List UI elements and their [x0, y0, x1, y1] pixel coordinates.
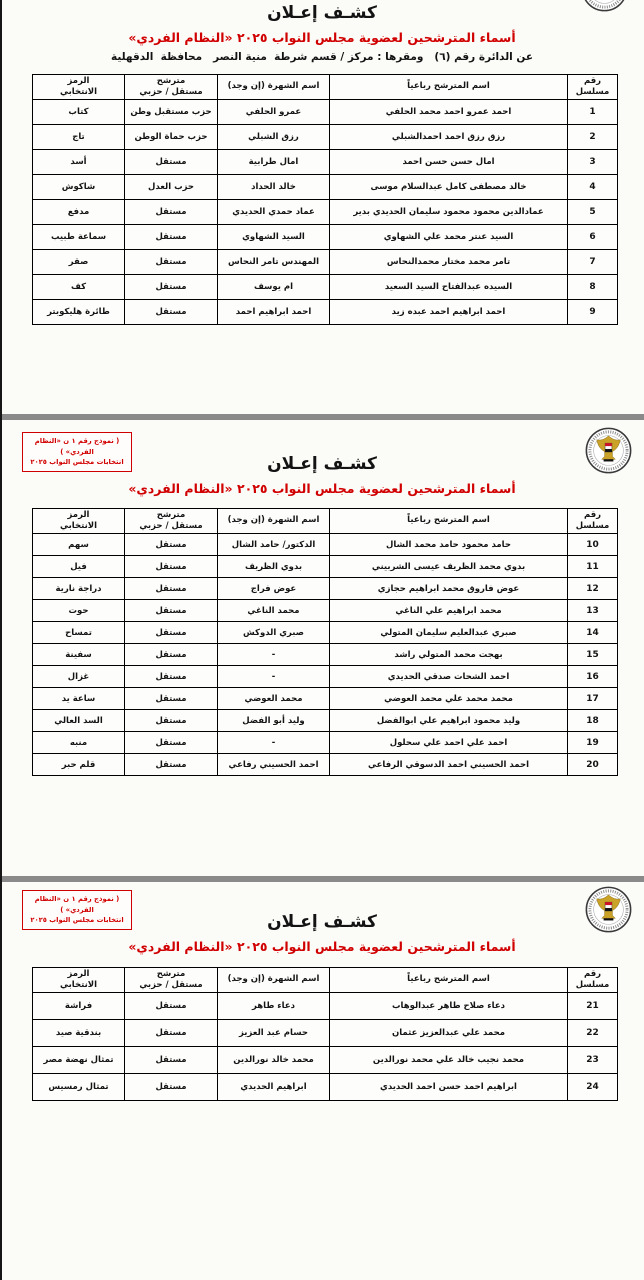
cell-symbol: السد العالي [33, 710, 125, 732]
cell-party: مستقل [125, 710, 218, 732]
cell-shohra: امال طرابية [218, 150, 330, 175]
cell-shohra: عماد حمدي الحديدي [218, 200, 330, 225]
cell-party: مستقل [125, 578, 218, 600]
cell-party: مستقل [125, 1074, 218, 1101]
cell-shohra: احمد ابراهيم احمد [218, 300, 330, 325]
cell-name: احمد ابراهيم احمد عبده زيد [330, 300, 568, 325]
header-serial: رقم مسلسل [568, 509, 618, 534]
district-line: عن الدائرة رقم (٦) ومقرها : مركز / قسم شرطة منية النصر محافظة الدقهلية [110, 51, 534, 63]
candidates-table [32, 508, 618, 776]
cell-num: 2 [568, 125, 618, 150]
cell-name: محمد نجيب خالد علي محمد نورالدين [330, 1047, 568, 1074]
table-row [33, 688, 618, 710]
table-row [33, 300, 618, 325]
cell-symbol: فراشة [33, 993, 125, 1020]
cell-symbol: تمثال نهضة مصر [33, 1047, 125, 1074]
cell-symbol: تاج [33, 125, 125, 150]
cell-symbol: منبه [33, 732, 125, 754]
form-number-box [22, 432, 132, 472]
candidates-table [32, 967, 618, 1101]
cell-num: 24 [568, 1074, 618, 1101]
cell-party: مستقل [125, 200, 218, 225]
form-number-box [22, 890, 132, 930]
table-row [33, 993, 618, 1020]
header-symbol: الرمز الانتخابي [33, 968, 125, 993]
cell-party: مستقل [125, 622, 218, 644]
cell-shohra: خالد الحداد [218, 175, 330, 200]
table-row [33, 600, 618, 622]
eagle-emblem-icon [585, 886, 632, 933]
header-symbol: الرمز الانتخابي [33, 75, 125, 100]
cell-party: مستقل [125, 644, 218, 666]
cell-symbol: تمثال رمسيس [33, 1074, 125, 1101]
cell-symbol: كتاب [33, 100, 125, 125]
table-row [33, 250, 618, 275]
cell-num: 19 [568, 732, 618, 754]
cell-party: حزب حماة الوطن [125, 125, 218, 150]
header-row [33, 75, 618, 100]
cell-name: عمادالدين محمود محمود سليمان الحديدي بدير [330, 200, 568, 225]
header-serial: رقم مسلسل [568, 75, 618, 100]
cell-name: السيد عنتر محمد علي الشهاوي [330, 225, 568, 250]
cell-name: احمد الحسيني احمد الدسوقي الرفاعي [330, 754, 568, 776]
cell-symbol: طائرة هليكوبتر [33, 300, 125, 325]
scan-edge-line [0, 0, 2, 1280]
table-row [33, 534, 618, 556]
cell-party: مستقل [125, 1020, 218, 1047]
page-3 [0, 882, 644, 1280]
candidates-subtitle: أسماء المترشحين لعضوية مجلس النواب ٢٠٢٥ «النظام الفردي» [128, 939, 516, 954]
cell-num: 7 [568, 250, 618, 275]
cell-name: احمد عمرو احمد محمد الحلفي [330, 100, 568, 125]
header-symbol: الرمز الانتخابي [33, 509, 125, 534]
cell-party: حزب مستقبل وطن [125, 100, 218, 125]
form-box-line1: ( نموذج رقم ١ ن «النظام الفردي» ) [34, 895, 120, 914]
cell-num: 12 [568, 578, 618, 600]
cell-num: 11 [568, 556, 618, 578]
cell-shohra: - [218, 732, 330, 754]
cell-shohra: الدكتور/ حامد الشال [218, 534, 330, 556]
cell-symbol: حوت [33, 600, 125, 622]
header-serial: رقم مسلسل [568, 968, 618, 993]
cell-shohra: محمد الناغي [218, 600, 330, 622]
page-1 [0, 0, 644, 414]
cell-num: 16 [568, 666, 618, 688]
cell-num: 18 [568, 710, 618, 732]
cell-party: حزب العدل [125, 175, 218, 200]
cell-num: 14 [568, 622, 618, 644]
cell-num: 4 [568, 175, 618, 200]
cell-num: 9 [568, 300, 618, 325]
cell-num: 6 [568, 225, 618, 250]
cell-name: ابراهيم احمد حسن احمد الحديدي [330, 1074, 568, 1101]
header-full-name: اسم المترشح رباعياً [330, 509, 568, 534]
eagle-emblem-icon [581, 0, 628, 12]
page-title: كشـف إعـلان [267, 3, 377, 23]
cell-symbol: فيل [33, 556, 125, 578]
cell-symbol: مدفع [33, 200, 125, 225]
page-title: كشـف إعـلان [267, 912, 377, 932]
cell-party: مستقل [125, 666, 218, 688]
cell-symbol: دراجة نارية [33, 578, 125, 600]
cell-name: بهجت محمد المتولي راشد [330, 644, 568, 666]
cell-shohra: ام يوسف [218, 275, 330, 300]
cell-shohra: رزق الشبلي [218, 125, 330, 150]
cell-num: 22 [568, 1020, 618, 1047]
form-box-line2: انتخابات مجلس النواب ٢٠٢٥ [30, 916, 124, 925]
cell-party: مستقل [125, 600, 218, 622]
elections-authority-emblem [585, 886, 632, 933]
cell-shohra: بدوي الظريف [218, 556, 330, 578]
table-row [33, 666, 618, 688]
table-row [33, 578, 618, 600]
header-party: مترشح مستقل / حزبي [125, 75, 218, 100]
elections-authority-emblem [585, 427, 632, 474]
cell-symbol: بندقية صيد [33, 1020, 125, 1047]
table-row [33, 275, 618, 300]
cell-name: تامر محمد مختار محمدالنحاس [330, 250, 568, 275]
table-row [33, 200, 618, 225]
cell-symbol: تمساح [33, 622, 125, 644]
cell-party: مستقل [125, 150, 218, 175]
cell-symbol: كف [33, 275, 125, 300]
page-2 [0, 420, 644, 876]
cell-num: 15 [568, 644, 618, 666]
cell-symbol: سماعة طبيب [33, 225, 125, 250]
cell-num: 23 [568, 1047, 618, 1074]
header-full-name: اسم المترشح رباعياً [330, 968, 568, 993]
table-row [33, 1074, 618, 1101]
cell-party: مستقل [125, 993, 218, 1020]
cell-name: احمد الشحات صدقي الحديدي [330, 666, 568, 688]
cell-symbol: صقر [33, 250, 125, 275]
cell-party: مستقل [125, 556, 218, 578]
cell-name: خالد مصطفى كامل عبدالسلام موسى [330, 175, 568, 200]
cell-shohra: حسام عبد العزيز [218, 1020, 330, 1047]
table-row [33, 225, 618, 250]
header-row [33, 509, 618, 534]
header-shohra: اسم الشهرة (إن وجد) [218, 75, 330, 100]
cell-party: مستقل [125, 250, 218, 275]
cell-num: 1 [568, 100, 618, 125]
cell-name: احمد علي احمد علي سحلول [330, 732, 568, 754]
table-row [33, 754, 618, 776]
header-shohra: اسم الشهرة (إن وجد) [218, 509, 330, 534]
cell-num: 20 [568, 754, 618, 776]
table-row [33, 150, 618, 175]
header-full-name: اسم المترشح رباعياً [330, 75, 568, 100]
cell-party: مستقل [125, 275, 218, 300]
cell-name: حامد محمود حامد محمد الشال [330, 534, 568, 556]
cell-symbol: سفينة [33, 644, 125, 666]
eagle-emblem-icon [585, 427, 632, 474]
cell-name: عوض فاروق محمد ابراهيم حجازي [330, 578, 568, 600]
cell-name: محمد ابراهيم علي الناغي [330, 600, 568, 622]
cell-name: وليد محمود ابراهيم علي ابوالفضل [330, 710, 568, 732]
cell-symbol: سهم [33, 534, 125, 556]
table-row [33, 1047, 618, 1074]
cell-shohra: دعاء طاهر [218, 993, 330, 1020]
table-row [33, 644, 618, 666]
cell-party: مستقل [125, 1047, 218, 1074]
header-row [33, 968, 618, 993]
table-row [33, 1020, 618, 1047]
cell-shohra: صبري الدوكش [218, 622, 330, 644]
header-shohra: اسم الشهرة (إن وجد) [218, 968, 330, 993]
cell-num: 5 [568, 200, 618, 225]
cell-shohra: السيد الشهاوي [218, 225, 330, 250]
table-row [33, 710, 618, 732]
form-box-line1: ( نموذج رقم ١ ن «النظام الفردي» ) [34, 437, 120, 456]
cell-shohra: عوض فراج [218, 578, 330, 600]
cell-name: صبري عبدالعليم سليمان المتولي [330, 622, 568, 644]
table-row [33, 125, 618, 150]
table-row [33, 622, 618, 644]
cell-shohra: محمد خالد نورالدين [218, 1047, 330, 1074]
cell-shohra: عمرو الحلفي [218, 100, 330, 125]
form-box-line2: انتخابات مجلس النواب ٢٠٢٥ [30, 458, 124, 467]
cell-party: مستقل [125, 732, 218, 754]
cell-party: مستقل [125, 225, 218, 250]
table-row [33, 556, 618, 578]
cell-party: مستقل [125, 688, 218, 710]
cell-num: 8 [568, 275, 618, 300]
cell-party: مستقل [125, 534, 218, 556]
table-row [33, 100, 618, 125]
cell-num: 17 [568, 688, 618, 710]
header-party: مترشح مستقل / حزبي [125, 509, 218, 534]
cell-name: محمد علي عبدالعزيز عثمان [330, 1020, 568, 1047]
cell-shohra: احمد الحسيني رفاعي [218, 754, 330, 776]
cell-shohra: المهندس تامر النحاس [218, 250, 330, 275]
cell-name: السيده عبدالفتاح السيد السعيد [330, 275, 568, 300]
cell-shohra: ابراهيم الحديدي [218, 1074, 330, 1101]
cell-name: امال حسن حسن احمد [330, 150, 568, 175]
page-title: كشـف إعـلان [267, 454, 377, 474]
table-row [33, 175, 618, 200]
cell-name: رزق رزق احمد احمدالشبلي [330, 125, 568, 150]
cell-name: محمد محمد علي محمد العوضي [330, 688, 568, 710]
candidates-table [32, 74, 618, 325]
cell-party: مستقل [125, 300, 218, 325]
candidates-subtitle: أسماء المترشحين لعضوية مجلس النواب ٢٠٢٥ «النظام الفردي» [128, 481, 516, 496]
cell-shohra: محمد العوضي [218, 688, 330, 710]
cell-symbol: قلم حبر [33, 754, 125, 776]
cell-symbol: أسد [33, 150, 125, 175]
cell-shohra: - [218, 644, 330, 666]
cell-party: مستقل [125, 754, 218, 776]
cell-name: دعاء صلاح طاهر عبدالوهاب [330, 993, 568, 1020]
cell-symbol: شاكوش [33, 175, 125, 200]
candidates-subtitle: أسماء المترشحين لعضوية مجلس النواب ٢٠٢٥ «النظام الفردي» [128, 30, 516, 45]
cell-shohra: وليد أبو الفضل [218, 710, 330, 732]
cell-shohra: - [218, 666, 330, 688]
cell-symbol: ساعة يد [33, 688, 125, 710]
elections-authority-emblem [581, 0, 628, 12]
header-party: مترشح مستقل / حزبي [125, 968, 218, 993]
cell-name: بدوي محمد الظريف عيسى الشربيني [330, 556, 568, 578]
cell-num: 3 [568, 150, 618, 175]
table-row [33, 732, 618, 754]
cell-symbol: غزال [33, 666, 125, 688]
cell-num: 13 [568, 600, 618, 622]
cell-num: 21 [568, 993, 618, 1020]
cell-num: 10 [568, 534, 618, 556]
